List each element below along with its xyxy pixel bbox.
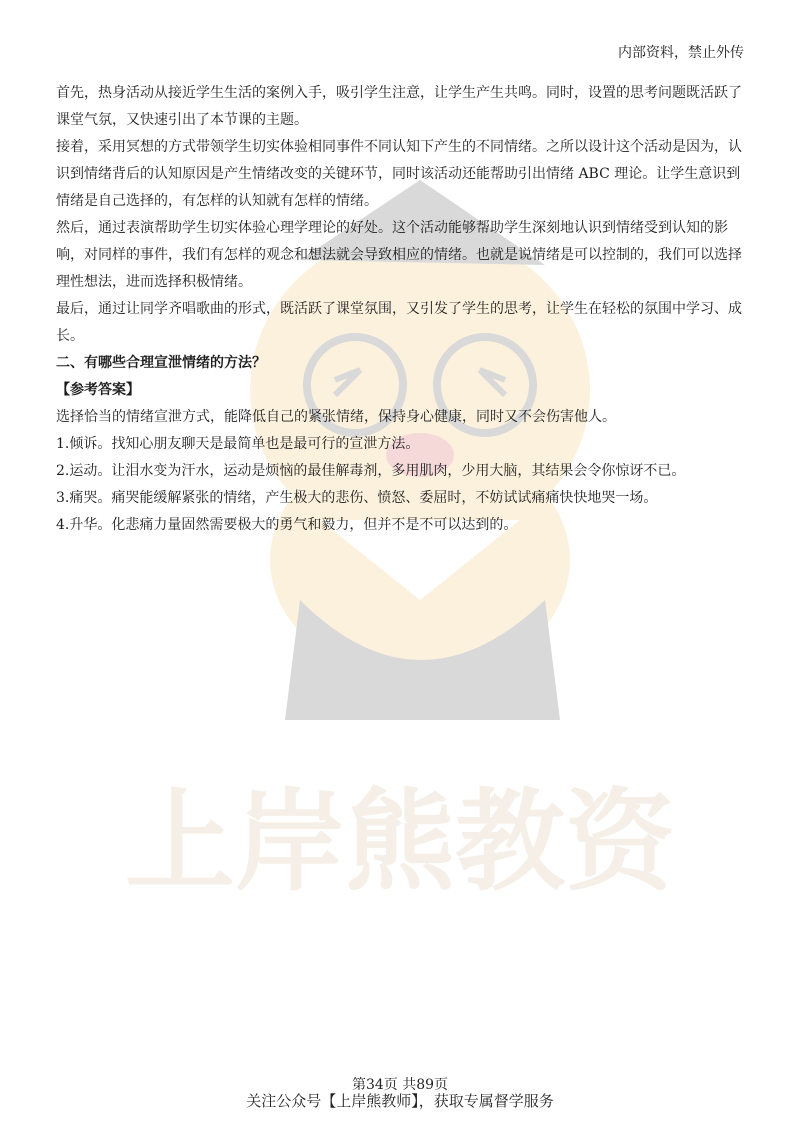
answer-item: 2.运动。让泪水变为汗水，运动是烦恼的最佳解毒剂，多用肌肉，少用大脑，其结果会令你惊讶不已。 (56, 463, 686, 479)
answer-intro: 选择恰当的情绪宣泄方式，能降低自己的紧张情绪，保持身心健康，同时又不会伤害他人。 (56, 409, 616, 425)
main-content (56, 80, 746, 539)
confidential-note: 内部资料，禁止外传 (618, 45, 744, 61)
answer-label: 【参考答案】 (56, 382, 140, 398)
footer-promo: 关注公众号【上岸熊教师】，获取专属督学服务 (246, 1092, 554, 1110)
answer-item: 3.痛哭。痛哭能缓解紧张的情绪，产生极大的悲伤、愤怒、委屈时，不妨试试痛痛快快地哭一场。 (56, 490, 658, 506)
paragraph-last: 最后，通过让同学齐唱歌曲的形式，既活跃了课堂氛围，又引发了学生的思考，让学生在轻松的氛围中学习、成长。 (56, 301, 742, 344)
watermark-text: 上岸熊教资 (125, 778, 675, 906)
answer-item: 1.倾诉。找知心朋友聊天是最简单也是最可行的宣泄方法。 (56, 436, 420, 452)
question-heading: 二、有哪些合理宣泄情绪的方法？ (56, 355, 266, 371)
paragraph-first: 首先，热身活动从接近学生生活的案例入手，吸引学生注意，让学生产生共鸣。同时，设置的思考问题既活跃了课堂气氛，又快速引出了本节课的主题。 (56, 85, 742, 128)
page-number: 第34页 共89页 (351, 1077, 449, 1093)
paragraph-then: 然后，通过表演帮助学生切实体验心理学理论的好处。这个活动能够帮助学生深刻地认识到情绪受到认知的影响，对同样的事件，我们有怎样的观念和想法就会导致相应的情绪。也就是说情绪是可以控制的，我们可以选择理性想法，进而选择积极情绪。 (56, 220, 742, 290)
answer-item: 4.升华。化悲痛力量固然需要极大的勇气和毅力，但并不是不可以达到的。 (56, 517, 518, 533)
paragraph-next: 接着，采用冥想的方式带领学生切实体验相同事件不同认知下产生的不同情绪。之所以设计这个活动是因为，认识到情绪背后的认知原因是产生情绪改变的关键环节，同时该活动还能帮助引出情绪 ABC 理论。让学生意识到情绪是自己选择的，有怎样的认知就有怎样的情绪。 (56, 139, 742, 209)
